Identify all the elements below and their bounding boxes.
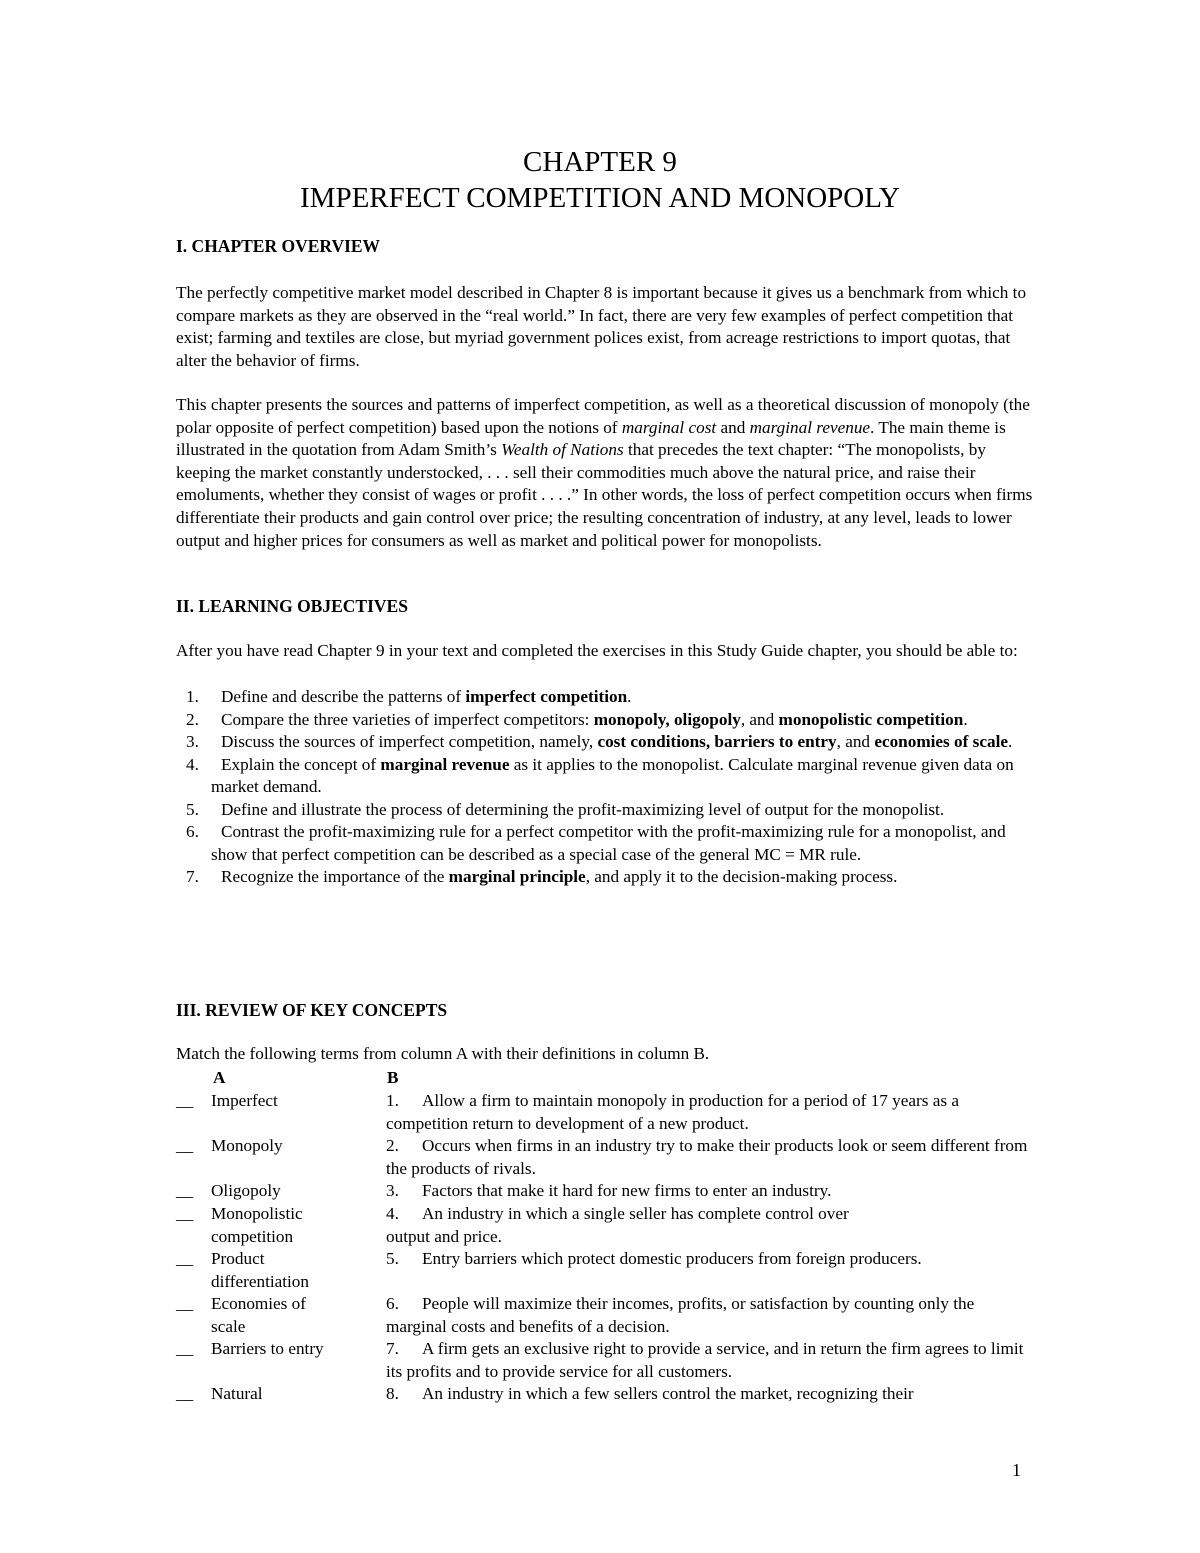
definition (386, 1293, 1036, 1338)
objective-number: 6. (186, 822, 199, 841)
answer-blank[interactable]: __ (176, 1091, 194, 1110)
objective-text-end: . (963, 709, 968, 729)
chapter-title: IMPERFECT COMPETITION AND MONOPOLY (300, 182, 900, 214)
objective-text: Explain the concept of (221, 754, 381, 774)
definition-number: 6. (386, 1294, 399, 1313)
wealth-of-nations-title: Wealth of Nations (501, 440, 624, 460)
objective-text: Define and describe the patterns of (221, 687, 466, 706)
answer-blank[interactable]: __ (176, 1136, 194, 1155)
objective-text-mid: , and (836, 732, 875, 751)
definition-text: Entry barriers which protect domestic producers from foreign producers. (422, 1249, 922, 1268)
answer-blank[interactable]: __ (176, 1181, 194, 1200)
definition-text: Factors that make it hard for new firms to enter an industry. (422, 1181, 832, 1200)
objective-bold-term: marginal revenue (380, 754, 510, 774)
definition-number: 4. (386, 1204, 399, 1223)
objective-number: 5. (186, 799, 199, 819)
definition-text: Occurs when firms in an industry try to make their products look or seem different from the products of rivals. (386, 1136, 1028, 1178)
definition-text: Allow a firm to maintain monopoly in production for a period of 17 years as a competition return to development of a new product. (386, 1091, 959, 1133)
objective-text-end: as it applies to the monopolist. Calculate marginal revenue given data on market demand. (211, 754, 1014, 796)
p2-text-c: . The main theme is illustrated in the quotation from Adam Smith’s (176, 417, 1006, 460)
definition-text: An industry in which a single seller has complete control over output and price. (386, 1204, 849, 1246)
objective-item (186, 821, 1041, 866)
matching-instructions: Match the following terms from column A with their definitions in column B. (176, 1044, 710, 1063)
objective-text: Contrast the profit-maximizing rule for a perfect competitor with the profit-maximizing rule for a monopolist, and show that perfect competition can be described as a special case of the general MC = MR rule. (211, 822, 1006, 864)
objective-number: 1. (186, 687, 199, 706)
review-heading: III. REVIEW OF KEY CONCEPTS (176, 1000, 448, 1020)
answer-blank[interactable]: __ (176, 1339, 194, 1358)
definition-number: 2. (386, 1136, 399, 1155)
definition-text: People will maximize their incomes, profits, or satisfaction by counting only the marginal costs and benefits of a decision. (386, 1294, 975, 1336)
objective-text: Discuss the sources of imperfect competition, namely, (221, 732, 598, 751)
p2-text-a: This chapter presents the sources and patterns of imperfect competition, as well as a theoretical discussion of monopoly (the polar opposite of perfect competition) based upon the notions of (176, 395, 1030, 437)
chapter-number: CHAPTER 9 (523, 146, 677, 178)
term-label: Product differentiation (211, 1249, 309, 1291)
definition (386, 1383, 1036, 1406)
overview-heading: I. CHAPTER OVERVIEW (176, 236, 381, 256)
objective-text: Compare the three varieties of imperfect competitors: (221, 709, 594, 729)
definition (386, 1180, 1036, 1203)
objective-bold-term: imperfect competition (465, 687, 628, 706)
definition (386, 1203, 886, 1248)
definition (386, 1248, 1036, 1271)
objective-bold-term: cost conditions, barriers to entry (597, 732, 837, 751)
overview-paragraph-1 (176, 282, 1036, 372)
objective-text-end: . (627, 687, 632, 706)
p2-text-d: that precedes the text chapter: “The monopolists, by keeping the market constantly understocked, . . . sell their commodities much above the natural price, and raise their emoluments, whether they consist of wages or profit . . . .” In other words, the loss of perfect competition occurs when firms differentiate their products and gain control over price; the resulting concentration of industry, at any level, leads to lower output and higher prices for consumers as well as market and political power for monopolists. (176, 440, 1033, 550)
objective-item (186, 754, 1041, 799)
objective-number: 4. (186, 754, 199, 774)
definition-text: A firm gets an exclusive right to provide a service, and in return the firm agrees to limit its profits and to provide service for all customers. (386, 1339, 1024, 1381)
column-b-header: B (387, 1068, 399, 1087)
objective-text: Recognize the importance of the (221, 867, 449, 886)
definition-text: An industry in which a few sellers control the market, recognizing their (422, 1384, 914, 1403)
term-label: Natural (211, 1384, 263, 1403)
objectives-intro: After you have read Chapter 9 in your text and completed the exercises in this Study Guide chapter, you should be able to: (176, 641, 1018, 660)
p2-text-b: and (716, 417, 750, 437)
answer-blank[interactable]: __ (176, 1294, 194, 1313)
overview-p1-text: The perfectly competitive market model described in Chapter 8 is important because it gives us a benchmark from which to compare markets as they are observed in the “real world.” In fact, there are very few examples of perfect competition that exist; farming and textiles are close, but myriad government polices exist, from acreage restrictions to import quotas, that alter the behavior of firms. (176, 283, 1027, 370)
term-label: Monopolistic competition (211, 1204, 303, 1246)
term-label: Barriers to entry (211, 1339, 324, 1358)
term-label: Monopoly (211, 1136, 283, 1155)
objective-item (186, 799, 1041, 822)
objective-bold-term: marginal principle (448, 867, 586, 886)
answer-blank[interactable]: __ (176, 1204, 194, 1223)
page-number: 1 (1012, 1460, 1021, 1480)
objective-bold-term: economies of scale (874, 732, 1008, 751)
marginal-cost-term: marginal cost (621, 417, 717, 437)
objective-text-end: , and apply it to the decision-making process. (585, 867, 898, 886)
definition (386, 1338, 1036, 1383)
definition-number: 5. (386, 1249, 399, 1268)
objective-text: Define and illustrate the process of determining the profit-maximizing level of output for the monopolist. (221, 799, 945, 819)
term-label: Oligopoly (211, 1181, 281, 1200)
definition-number: 8. (386, 1384, 399, 1403)
objective-bold-term: monopolistic competition (778, 709, 964, 729)
column-a-header: A (213, 1068, 226, 1087)
definition (386, 1135, 1036, 1180)
objective-number: 3. (186, 732, 199, 751)
overview-paragraph-2 (176, 394, 1036, 552)
definition (386, 1090, 1036, 1135)
objective-item (186, 731, 1041, 754)
objective-number: 2. (186, 709, 199, 729)
objectives-heading: II. LEARNING OBJECTIVES (176, 596, 408, 616)
objective-item (186, 686, 1041, 709)
definition-number: 3. (386, 1181, 399, 1200)
term-label: Economies of scale (211, 1294, 306, 1336)
objective-text-mid: , and (740, 709, 779, 729)
marginal-revenue-term: marginal revenue (749, 417, 871, 437)
answer-blank[interactable]: __ (176, 1384, 194, 1403)
objective-bold-term: monopoly, oligopoly (593, 709, 741, 729)
answer-blank[interactable]: __ (176, 1249, 194, 1268)
objective-item (186, 709, 1041, 732)
definition-number: 1. (386, 1091, 399, 1110)
objective-item (186, 866, 1041, 889)
definition-number: 7. (386, 1339, 399, 1358)
objective-text-end: . (1007, 732, 1013, 751)
term-label: Imperfect (211, 1091, 278, 1110)
objective-number: 7. (186, 867, 199, 886)
objectives-list (186, 686, 1041, 889)
